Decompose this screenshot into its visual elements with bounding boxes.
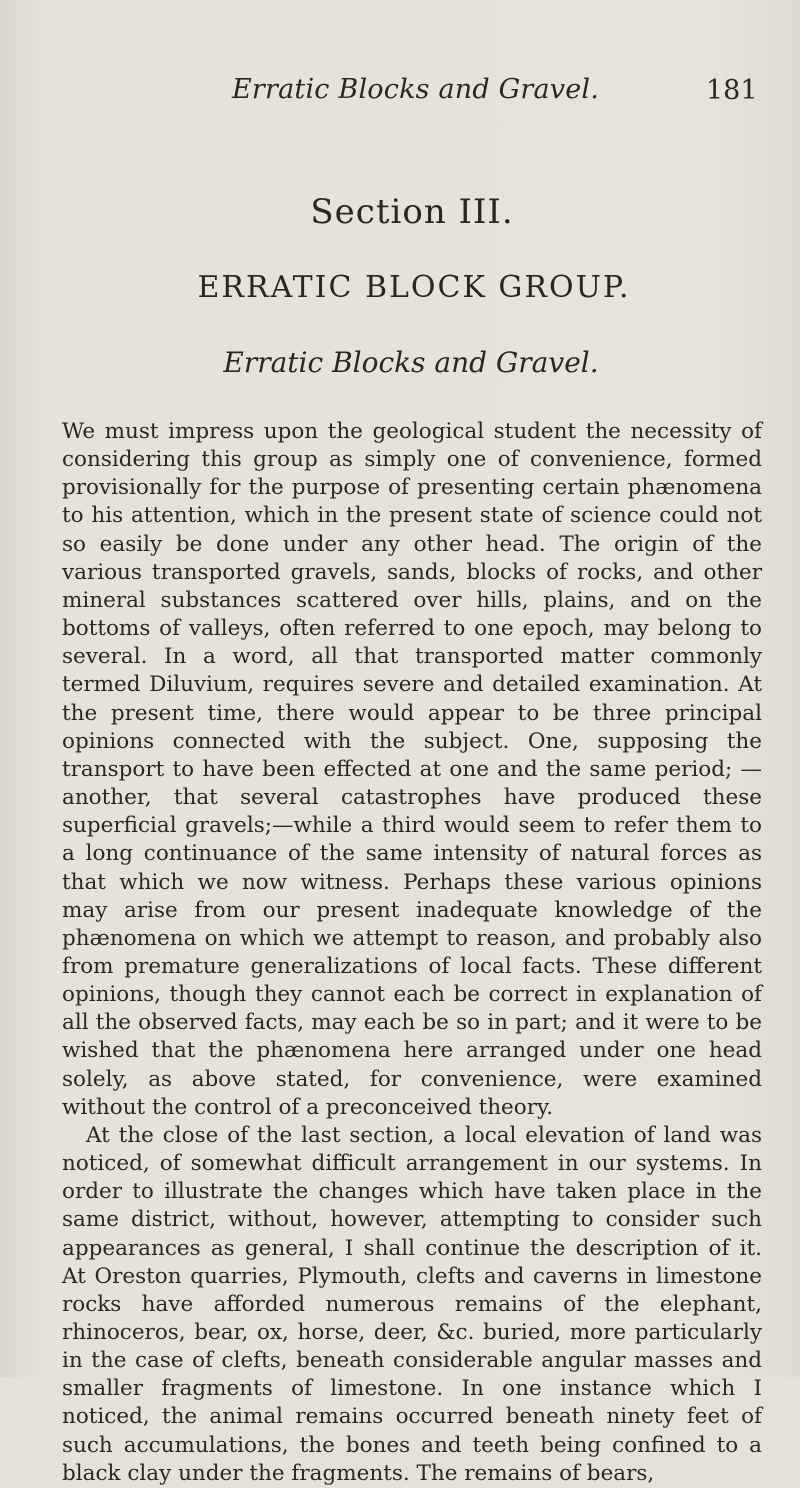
group-heading: ERRATIC BLOCK GROUP.	[197, 270, 631, 305]
page-number: 181	[706, 75, 758, 106]
body-text	[62, 418, 762, 1488]
running-title: Erratic Blocks and Gravel.	[232, 74, 600, 105]
paragraph-1: We must impress upon the geological student the necessity of considering this group as simply one of convenience, formed provisionally for the purpose of presenting certain phænomena to his attention, which in the present state of science could not so easily be done under any other head. The origin of the various transported gravels, sands, blocks of rocks, and other mineral substances scattered over hills, plains, and on the bottoms of valleys, often referred to one epoch, may belong to several. In a word, all that transported matter commonly termed Diluvium, requires severe and detailed examination. At the present time, there would appear to be three principal opinions connected with the subject. One, supposing the transport to have been effected at one and the same period; —another, that several catastrophes have produced these superficial gravels;—while a third would seem to refer them to a long continuance of the same intensity of natural forces as that which we now witness. Perhaps these various opinions may arise from our present inadequate knowledge of the phænomena on which we attempt to reason, and probably also from premature generalizations of local facts. These different opinions, though they cannot each be correct in explanation of all the observed facts, may each be so in part; and it were to be wished that the phænomena here arranged under one head solely, as above stated, for convenience, were examined without the control of a preconceived theory.	[62, 419, 762, 1120]
running-head	[0, 74, 800, 114]
chapter-subtitle: Erratic Blocks and Gravel.	[223, 346, 599, 379]
paragraph-2: At the close of the last section, a local elevation of land was noticed, of somewhat difficult arrangement in our systems. In order to illustrate the changes which have taken place in the same district, without, however, attempting to consider such appearances as general, I shall continue the description of it. At Oreston quarries, Plymouth, clefts and caverns in limestone rocks have afforded numerous remains of the elephant, rhinoceros, bear, ox, horse, deer, &c. buried, more particularly in the case of clefts, beneath considerable angular masses and smaller fragments of limestone. In one instance which I noticed, the animal remains occurred beneath ninety feet of such accumulations, the bones and teeth being confined to a black clay under the fragments. The remains of bears,	[62, 1122, 762, 1486]
section-heading: Section III.	[310, 192, 514, 232]
